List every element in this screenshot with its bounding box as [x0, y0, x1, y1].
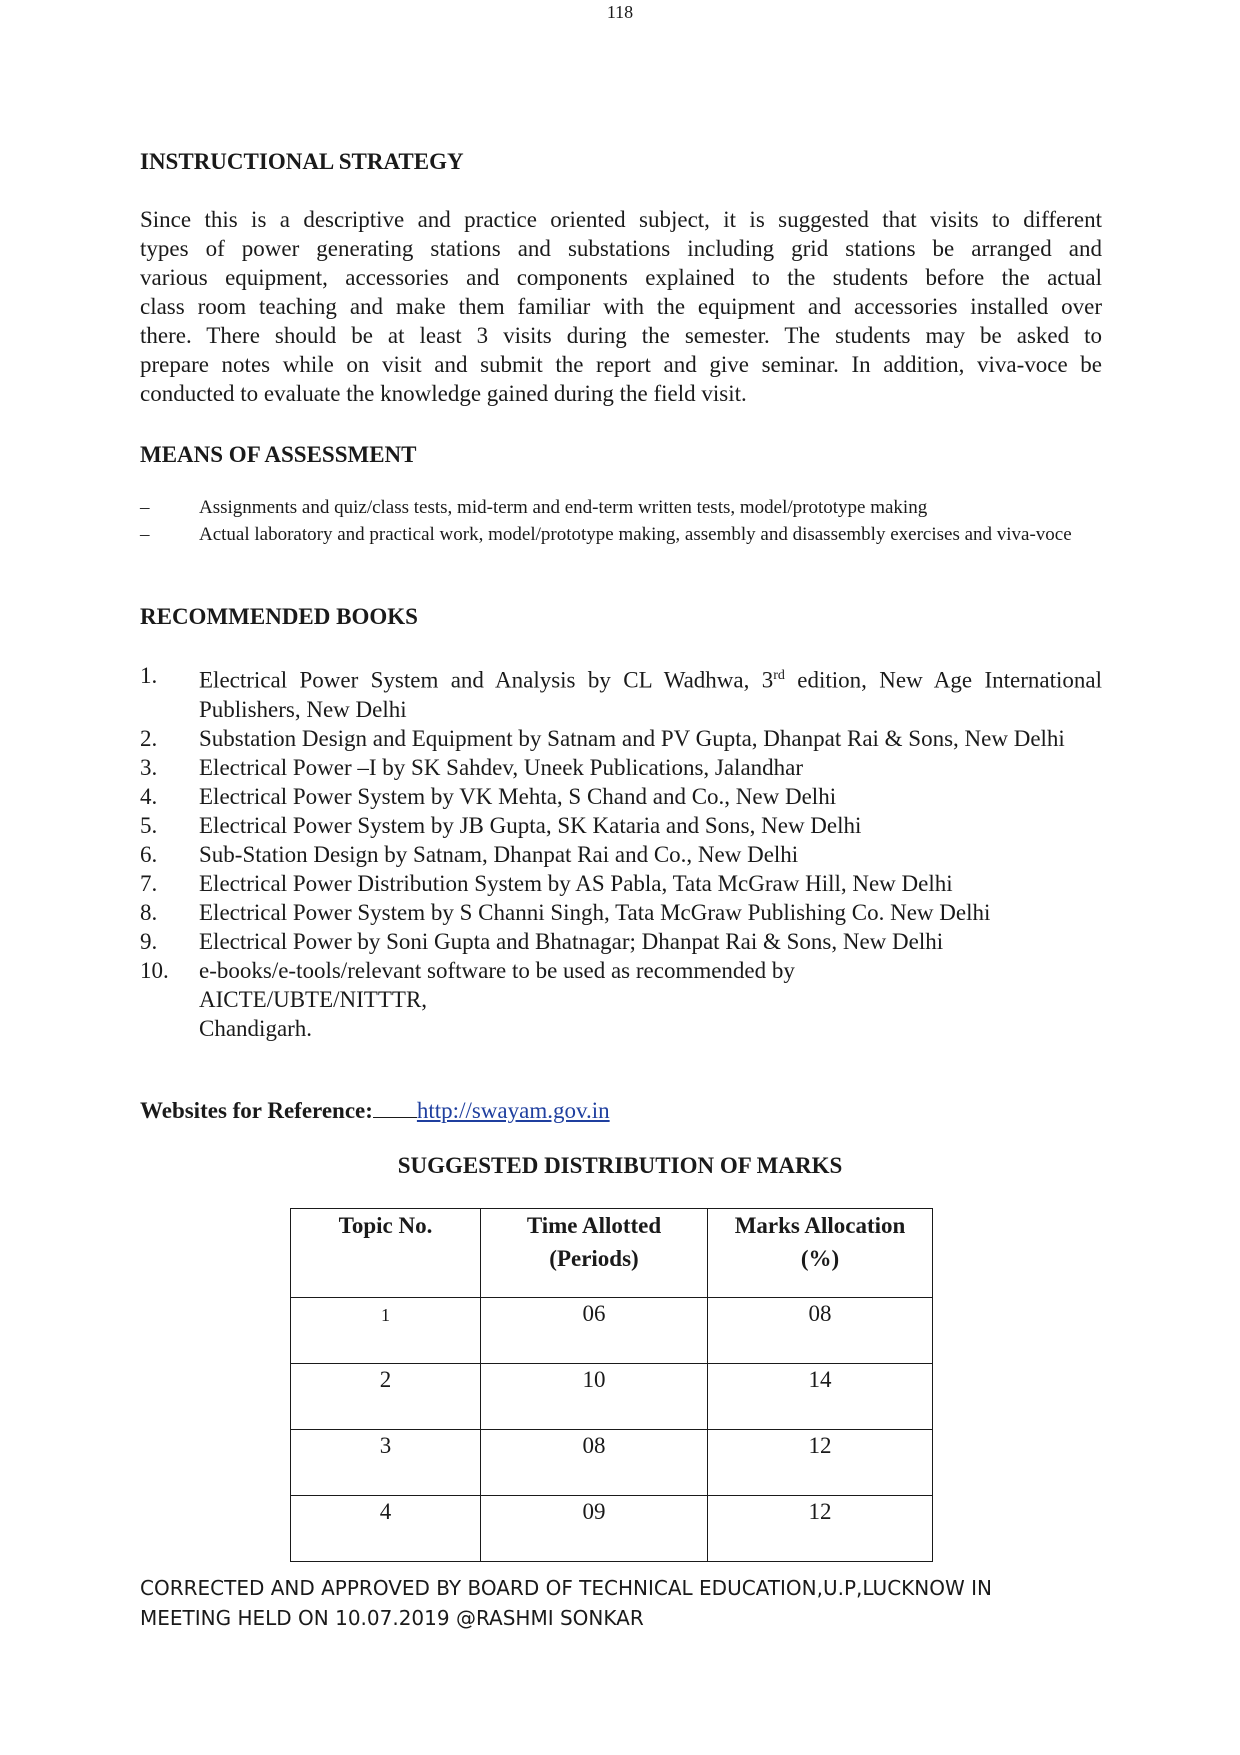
table-cell: 2	[291, 1364, 481, 1430]
paragraph-line: various equipment, accessories and components explained to the students before the actual	[140, 265, 1102, 290]
item-number: 6.	[140, 841, 158, 867]
list-item	[140, 811, 1102, 840]
paragraph-line: there. There should be at least 3 visits during the semester. The students may be asked to	[140, 323, 1102, 348]
superscript: rd	[773, 668, 785, 683]
table-row	[291, 1298, 933, 1364]
table-cell	[291, 1298, 481, 1364]
list-item-text: Electrical Power System by VK Mehta, S Chand and Co., New Delhi	[199, 783, 837, 809]
header-line: Marks Allocation	[734, 1213, 906, 1238]
item-number: 1.	[140, 663, 158, 688]
item-number: 2.	[140, 725, 158, 751]
list-item	[140, 521, 1102, 548]
table-header-row	[291, 1209, 933, 1298]
assessment-list	[140, 494, 1102, 548]
table-cell: 10	[481, 1364, 708, 1430]
means-of-assessment-heading: MEANS OF ASSESSMENT	[140, 442, 417, 467]
table-cell: 12	[708, 1496, 933, 1562]
underline-gap	[373, 1099, 417, 1118]
list-item	[140, 840, 1102, 869]
list-item-text: Sub-Station Design by Satnam, Dhanpat Rai and Co., New Delhi	[199, 841, 799, 867]
table-cell: 08	[708, 1298, 933, 1364]
book-text-part: edition, New Age International Publishers, New Delhi	[199, 667, 1102, 722]
marks-table-title: SUGGESTED DISTRIBUTION OF MARKS	[397, 1153, 843, 1178]
list-item	[140, 661, 1102, 724]
list-item-text: Electrical Power System by JB Gupta, SK Kataria and Sons, New Delhi	[199, 812, 862, 838]
cell-text: 1	[381, 1305, 390, 1325]
list-item-text	[199, 956, 1102, 1043]
paragraph-line: class room teaching and make them familiar with the equipment and accessories installed over	[140, 294, 1102, 319]
instructional-strategy-paragraph	[140, 205, 1102, 408]
item-number: 4.	[140, 783, 158, 809]
item-number: 5.	[140, 812, 158, 838]
table-cell: 14	[708, 1364, 933, 1430]
book-text-line: AICTE/UBTE/NITTTR,	[199, 986, 428, 1012]
list-item	[140, 927, 1102, 956]
list-item-text	[199, 661, 1102, 724]
footer-line: CORRECTED AND APPROVED BY BOARD OF TECHNICAL EDUCATION,U.P,LUCKNOW IN	[140, 1576, 992, 1600]
item-number: 7.	[140, 870, 158, 896]
approval-footer	[140, 1573, 992, 1633]
instructional-strategy-heading: INSTRUCTIONAL STRATEGY	[140, 149, 464, 174]
paragraph-line: types of power generating stations and substations including grid stations be arranged and	[140, 236, 1102, 261]
table-row	[291, 1364, 933, 1430]
item-number: 8.	[140, 899, 158, 925]
list-item	[140, 898, 1102, 927]
bullet-dash: –	[140, 497, 150, 518]
list-item	[140, 753, 1102, 782]
list-item	[140, 782, 1102, 811]
table-row	[291, 1430, 933, 1496]
bullet-dash: –	[140, 524, 150, 545]
list-item	[140, 956, 1102, 1043]
marks-distribution-table	[290, 1208, 933, 1562]
list-item	[140, 494, 1102, 521]
header-line: (%)	[800, 1246, 840, 1271]
paragraph-line: conducted to evaluate the knowledge gained during the field visit.	[140, 381, 747, 406]
table-cell: 08	[481, 1430, 708, 1496]
swayam-link[interactable]: http://swayam.gov.in	[416, 1098, 610, 1123]
list-item	[140, 724, 1102, 753]
websites-label: Websites for Reference:	[140, 1098, 373, 1123]
column-header	[481, 1209, 708, 1298]
list-item	[140, 869, 1102, 898]
table-cell: 3	[291, 1430, 481, 1496]
list-item-text: Electrical Power Distribution System by AS Pabla, Tata McGraw Hill, New Delhi	[199, 870, 953, 896]
table-row	[291, 1496, 933, 1562]
header-line: Topic No.	[338, 1213, 433, 1238]
list-item-text: Electrical Power –I by SK Sahdev, Uneek Publications, Jalandhar	[199, 754, 804, 780]
list-item-text: Electrical Power System by S Channi Singh, Tata McGraw Publishing Co. New Delhi	[199, 899, 991, 925]
list-item-text: Electrical Power by Soni Gupta and Bhatnagar; Dhanpat Rai & Sons, New Delhi	[199, 928, 944, 954]
table-cell: 12	[708, 1430, 933, 1496]
books-list	[140, 661, 1102, 1043]
book-text-line: Chandigarh.	[199, 1015, 313, 1041]
header-line: (Periods)	[549, 1246, 639, 1271]
table-cell: 4	[291, 1496, 481, 1562]
list-item-text: Actual laboratory and practical work, model/prototype making, assembly and disassembly exercises and viva-voce	[199, 524, 1072, 545]
list-item-text: Substation Design and Equipment by Satnam and PV Gupta, Dhanpat Rai & Sons, New Delhi	[199, 725, 1065, 751]
recommended-books-heading: RECOMMENDED BOOKS	[140, 604, 418, 629]
header-line: Time Allotted	[526, 1213, 662, 1238]
paragraph-line: Since this is a descriptive and practice oriented subject, it is suggested that visits to different	[140, 207, 1102, 232]
websites-for-reference	[140, 1096, 610, 1125]
list-item-text: Assignments and quiz/class tests, mid-term and end-term written tests, model/prototype making	[199, 497, 928, 518]
table-cell: 06	[481, 1298, 708, 1364]
book-text-part: Electrical Power System and Analysis by CL Wadhwa, 3	[199, 667, 774, 693]
page-number: 118	[606, 2, 634, 22]
item-number: 10.	[140, 957, 169, 983]
item-number: 3.	[140, 754, 158, 780]
column-header	[291, 1209, 481, 1298]
column-header	[708, 1209, 933, 1298]
item-number: 9.	[140, 928, 158, 954]
book-text-line: e-books/e-tools/relevant software to be used as recommended by	[199, 957, 795, 983]
table-cell: 09	[481, 1496, 708, 1562]
footer-line: MEETING HELD ON 10.07.2019 @RASHMI SONKAR	[140, 1606, 644, 1630]
paragraph-line: prepare notes while on visit and submit the report and give seminar. In addition, viva-voce be	[140, 352, 1102, 377]
